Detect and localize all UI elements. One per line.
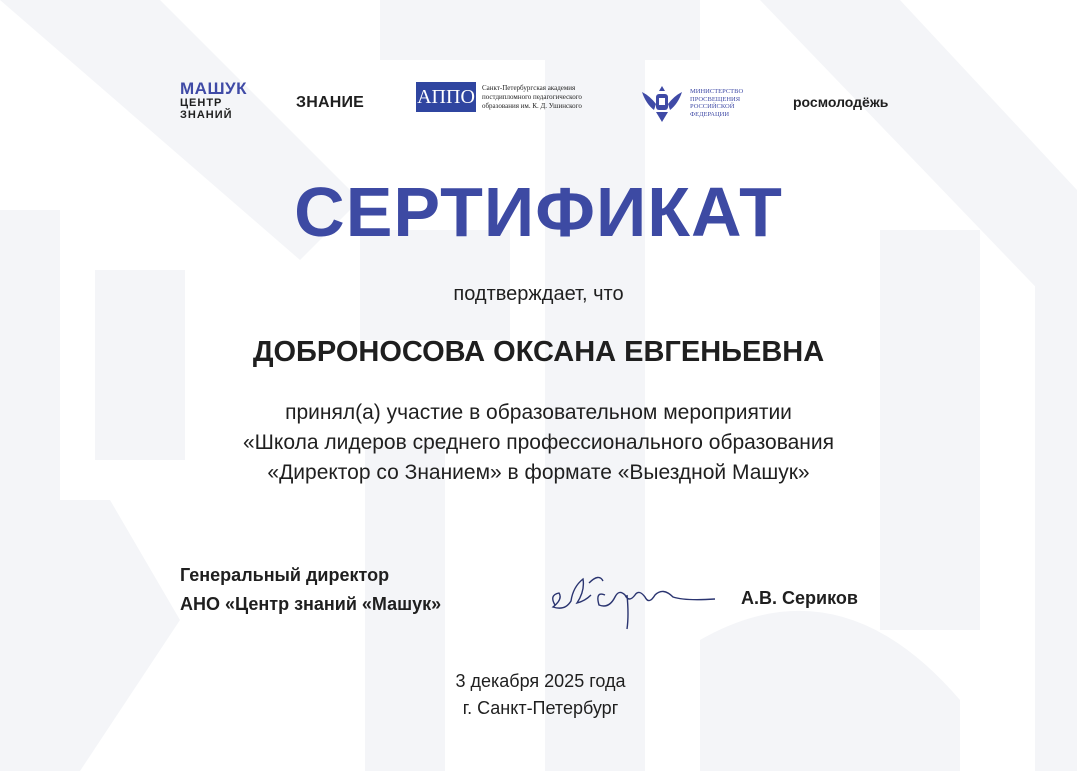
znanie-logo: ЗНАНИЕ bbox=[296, 94, 365, 111]
appo-logo: АППО Санкт-Петербургская академия постдипломного педагогического образования им. К. Д. Ушинского bbox=[416, 82, 614, 112]
appo-emblem-icon: АППО bbox=[416, 82, 476, 112]
partner-logos bbox=[0, 80, 1077, 130]
rosmolodezh-logo: росмолодёжь bbox=[793, 94, 889, 110]
ministry-logo: МИНИСТЕРСТВО ПРОСВЕЩЕНИЯ РОССИЙСКОЙ ФЕДЕРАЦИИ bbox=[638, 82, 743, 124]
mashuk-logo: МАШУК ЦЕНТР ЗНАНИЙ bbox=[180, 79, 247, 121]
recipient-name: ДОБРОНОСОВА ОКСАНА ЕВГЕНЬЕВНА bbox=[252, 336, 825, 368]
eagle-emblem-icon bbox=[638, 82, 686, 124]
confirms-text: подтверждает, что bbox=[453, 283, 624, 305]
signatory-position: Генеральный директор АНО «Центр знаний «Машук» bbox=[180, 565, 442, 614]
certificate-title: СЕРТИФИКАТ bbox=[294, 173, 783, 251]
event-description: принял(а) участие в образовательном мероприятии «Школа лидеров среднего профессионального образования «Директор со Знанием» в формате «Выездной Машук» bbox=[243, 401, 834, 484]
signatory-name: А.В. Сериков bbox=[741, 588, 858, 608]
signature-icon bbox=[545, 565, 725, 635]
issue-date-place: 3 декабря 2025 года г. Санкт-Петербург bbox=[455, 671, 626, 718]
